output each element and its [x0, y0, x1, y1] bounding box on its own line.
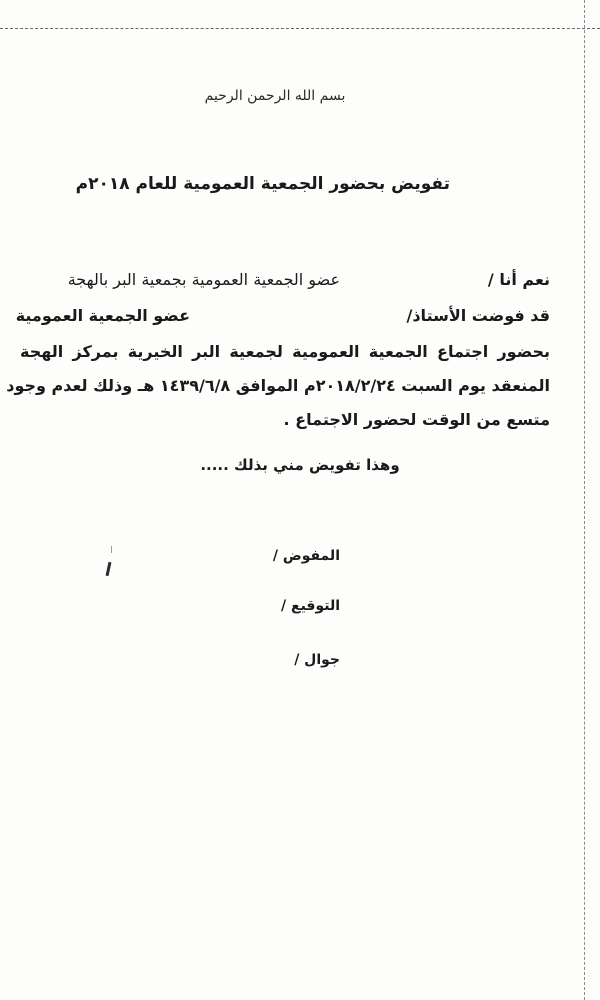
top-dashed-border [0, 28, 600, 29]
right-dashed-border [584, 0, 585, 1000]
document-title: تفويض بحضور الجمعية العمومية للعام ٢٠١٨م [75, 174, 450, 194]
signature-field: التوقيع / [281, 598, 340, 614]
ink-speck [111, 546, 112, 553]
name-label: نعم أنا / [487, 270, 550, 289]
basmala: بسم الله الرحمن الرحيم [204, 88, 346, 104]
body-line-3: متسع من الوقت لحضور الاجتماع . [283, 410, 550, 429]
ink-mark [106, 562, 112, 576]
delegate-role: عضو الجمعية العمومية [15, 306, 190, 325]
name-role: عضو الجمعية العمومية بجمعية البر بالهجة [67, 270, 340, 289]
delegator-field: المفوض / [272, 548, 340, 564]
body-line-2: المنعقد يوم السبت ٢٠١٨/٢/٢٤م الموافق ١٤٣٩/٦/٨ هـ وذلك لعدم وجود [6, 376, 550, 395]
body-line-1: بحضور اجتماع الجمعية العمومية لجمعية البر الخيرية بمركز الهجة [20, 342, 550, 361]
closing-statement: وهذا تفويض مني بذلك ..... [200, 456, 400, 474]
mobile-field: جوال / [294, 652, 340, 668]
delegate-label: قد فوضت الأستاذ/ [406, 306, 550, 325]
